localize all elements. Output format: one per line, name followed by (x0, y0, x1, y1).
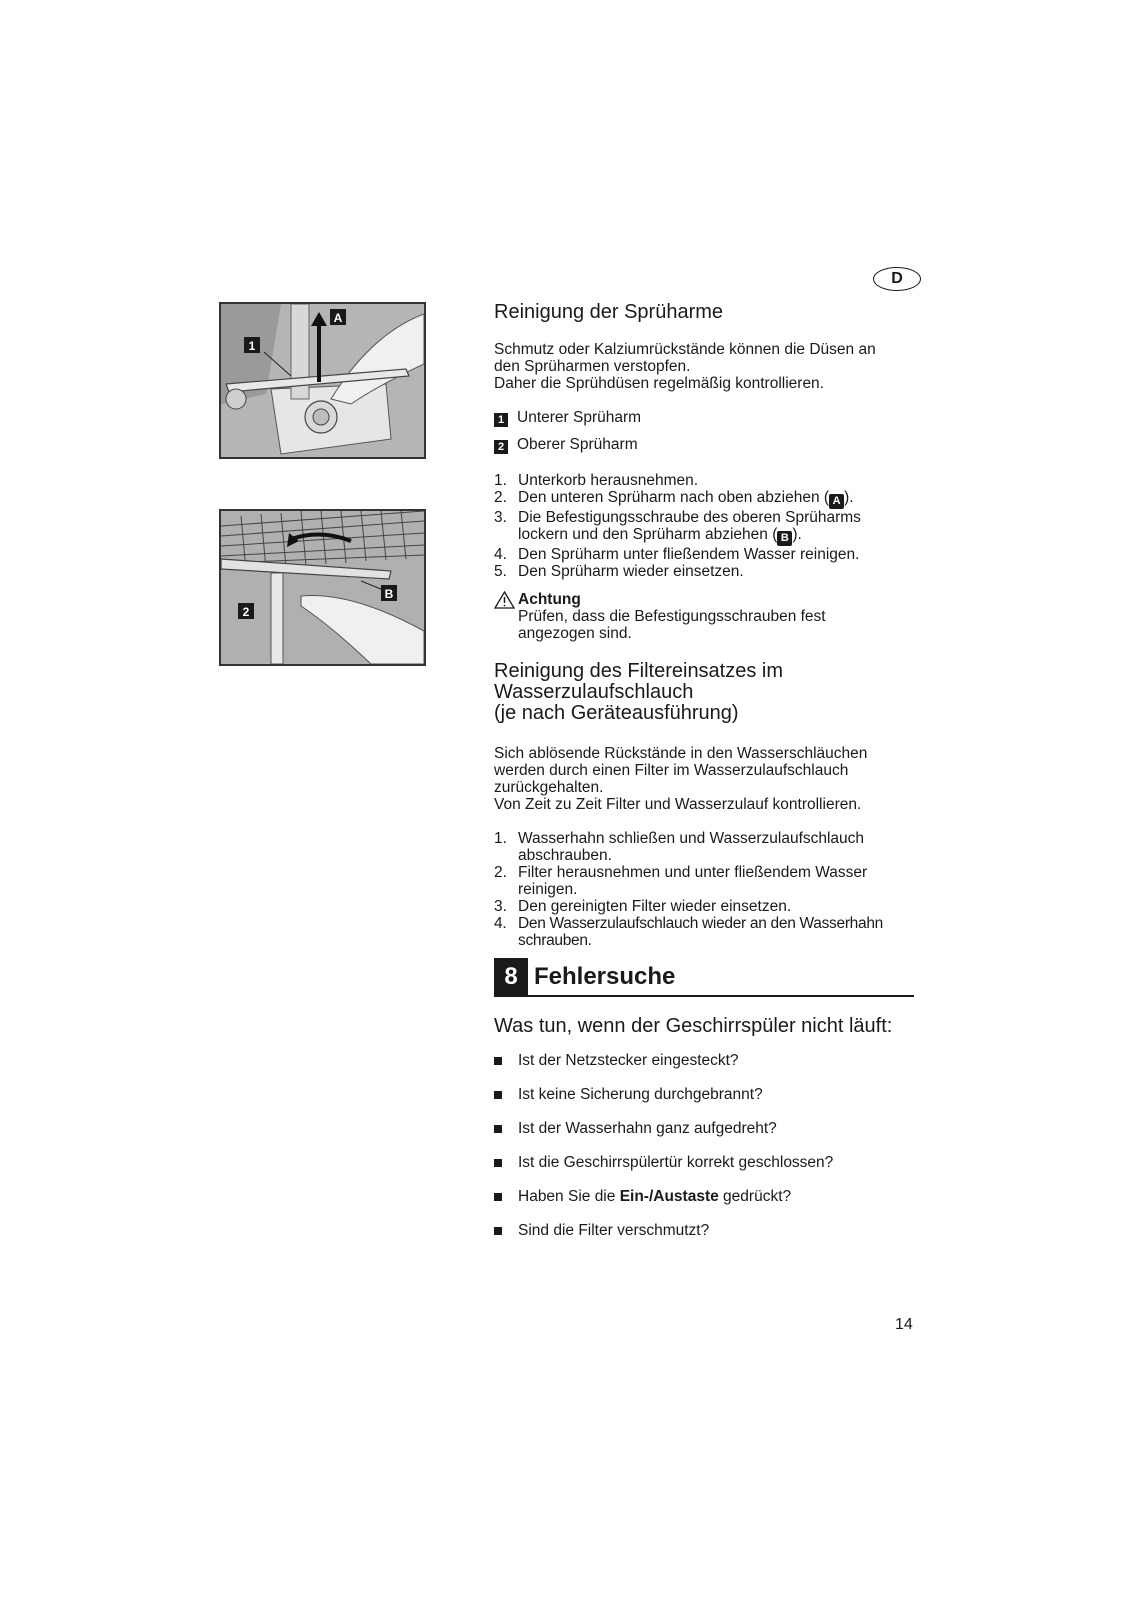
chapter-header (494, 958, 914, 997)
list-item (494, 1154, 833, 1188)
step-number: 3. (494, 898, 507, 915)
troubleshooting-question-wrap (494, 1016, 919, 1037)
inline-callout-a: A (829, 494, 844, 509)
bullet-square-icon (494, 1227, 502, 1235)
step-number: 2. (494, 489, 507, 506)
step-number: 1. (494, 830, 507, 847)
step-number: 1. (494, 472, 507, 489)
step-item (494, 563, 919, 580)
inline-callout-b: B (777, 531, 792, 546)
list-item (494, 1188, 833, 1222)
section-spray-arms (494, 302, 919, 323)
upper-spray-arm-illustration (221, 511, 424, 664)
step-item (494, 472, 919, 489)
step-text: ). (844, 489, 854, 506)
step-item (494, 509, 919, 546)
step-text: Den Wasserzulaufschlauch wieder an den Wasserhahn (518, 915, 883, 932)
bullet-square-icon (494, 1125, 502, 1133)
step-item (494, 546, 919, 563)
filter-steps (494, 830, 919, 949)
section-title-filter: (je nach Geräteausführung) (494, 702, 739, 724)
step-item (494, 864, 919, 898)
list-item-text: gedrückt? (718, 1188, 792, 1205)
step-text: schrauben. (518, 932, 592, 949)
step-item (494, 489, 919, 509)
step-text: ). (792, 526, 802, 543)
list-item-text: Ist der Wasserhahn ganz aufgedreht? (518, 1120, 777, 1137)
callout-b: B (384, 587, 394, 601)
warning-text: Prüfen, dass die Befestigungsschrauben fest (518, 608, 826, 625)
step-text: Den Sprüharm wieder einsetzen. (518, 563, 744, 580)
step-text: abschrauben. (518, 847, 612, 864)
lower-spray-arm-illustration (221, 304, 424, 457)
list-item-text: Ist der Netzstecker eingesteckt? (518, 1052, 739, 1069)
list-item-text: Ist die Geschirrspülertür korrekt geschlossen? (518, 1154, 834, 1171)
list-item-text: Haben Sie die (518, 1188, 620, 1205)
warning-block (494, 591, 919, 642)
step-text: Den gereinigten Filter wieder einsetzen. (518, 898, 792, 915)
bullet-square-icon (494, 1193, 502, 1201)
legend-label: Unterer Sprüharm (517, 409, 642, 426)
intro-line: Schmutz oder Kalziumrückstände können die Düsen an (494, 341, 876, 358)
step-text: lockern und den Sprüharm abziehen ( (518, 526, 778, 543)
step-number: 4. (494, 546, 507, 563)
section-filter (494, 661, 919, 724)
section-title-filter: Reinigung des Filtereinsatzes im (494, 660, 784, 682)
step-text: Wasserhahn schließen und Wasserzulaufschlauch (518, 830, 865, 847)
legend-item-upper-spray-arm (494, 436, 638, 454)
section-title-filter: Wasserzulaufschlauch (494, 681, 694, 703)
step-text: reinigen. (518, 881, 578, 898)
step-item (494, 915, 919, 949)
legend-label: Oberer Sprüharm (517, 436, 638, 453)
step-text: Den unteren Sprüharm nach oben abziehen ( (518, 489, 830, 506)
list-item (494, 1086, 833, 1120)
step-text: Unterkorb herausnehmen. (518, 472, 699, 489)
list-item-bold: Ein-/Austaste (619, 1188, 719, 1205)
troubleshooting-question: Was tun, wenn der Geschirrspüler nicht läuft: (494, 1015, 893, 1037)
step-number: 3. (494, 509, 507, 526)
intro-line: werden durch einen Filter im Wasserzulaufschlauch (494, 762, 849, 779)
step-number: 4. (494, 915, 507, 932)
step-text: Filter herausnehmen und unter fließendem Wasser (518, 864, 868, 881)
bullet-square-icon (494, 1091, 502, 1099)
bullet-square-icon (494, 1057, 502, 1065)
callout-2: 2 (242, 605, 250, 619)
step-number: 5. (494, 563, 507, 580)
warning-text: angezogen sind. (518, 625, 632, 642)
spray-arms-steps (494, 472, 919, 580)
warning-heading: Achtung (518, 591, 581, 608)
step-item (494, 830, 919, 864)
legend-item-lower-spray-arm (494, 409, 641, 427)
step-number: 2. (494, 864, 507, 881)
language-badge: D (873, 267, 921, 291)
callout-a: A (333, 311, 343, 325)
bullet-square-icon (494, 1159, 502, 1167)
intro-line: zurückgehalten. (494, 779, 604, 796)
intro-line: Daher die Sprühdüsen regelmäßig kontrollieren. (494, 375, 824, 392)
chapter-title: Fehlersuche (534, 963, 676, 990)
list-item (494, 1052, 833, 1086)
intro-line: Von Zeit zu Zeit Filter und Wasserzulauf kontrollieren. (494, 796, 862, 813)
callout-1: 1 (248, 339, 256, 353)
list-item (494, 1222, 833, 1256)
list-item (494, 1120, 833, 1154)
chapter-number: 8 (494, 958, 528, 995)
list-item-text: Ist keine Sicherung durchgebrannt? (518, 1086, 763, 1103)
intro-line: Sich ablösende Rückstände in den Wasserschläuchen (494, 745, 868, 762)
figure-lower-spray-arm (219, 302, 426, 459)
intro-line: den Sprüharmen verstopfen. (494, 358, 691, 375)
troubleshooting-list (494, 1052, 833, 1256)
figure-upper-spray-arm (219, 509, 426, 666)
spray-arms-intro (494, 341, 919, 392)
section-title-spray-arms: Reinigung der Sprüharme (494, 301, 724, 323)
warning-triangle-icon (494, 591, 515, 609)
legend-key-2: 2 (494, 440, 508, 454)
filter-intro (494, 745, 919, 813)
step-text: Den Sprüharm unter fließendem Wasser reinigen. (518, 546, 860, 563)
list-item-text: Sind die Filter verschmutzt? (518, 1222, 710, 1239)
step-item (494, 898, 919, 915)
step-text: Die Befestigungsschraube des oberen Sprüharms (518, 509, 861, 526)
legend-key-1: 1 (494, 413, 508, 427)
page-number: 14 (895, 1316, 913, 1333)
